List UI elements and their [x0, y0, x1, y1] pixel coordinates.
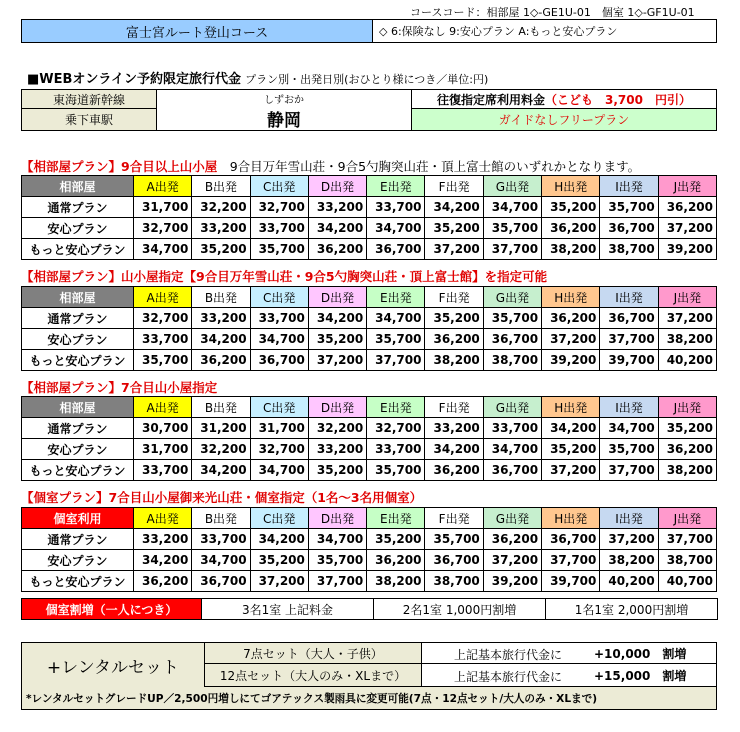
price-cell: 34,700: [250, 329, 308, 350]
price-cell: 36,200: [308, 239, 366, 260]
price-cell: 37,200: [658, 218, 716, 239]
departure-header-c: C出発: [250, 508, 308, 529]
price-cell: 38,700: [483, 350, 541, 371]
price-cell: 34,200: [192, 329, 250, 350]
price-heading-main: ■WEBオンライン予約限定旅行代金: [27, 72, 242, 87]
price-cell: 35,200: [425, 308, 483, 329]
departure-header-g: G出発: [483, 508, 541, 529]
price-cell: 37,200: [600, 529, 658, 550]
price-cell: 36,700: [483, 460, 541, 481]
price-cell: 34,200: [425, 439, 483, 460]
room-type-header: 相部屋: [22, 176, 134, 197]
price-cell: 38,700: [658, 550, 716, 571]
price-cell: 39,200: [542, 350, 600, 371]
table-row: [22, 197, 717, 218]
course-name: 富士宮ルート登山コース: [21, 19, 373, 43]
price-cell: 37,200: [542, 460, 600, 481]
price-cell: 30,700: [134, 418, 192, 439]
price-cell: 35,700: [483, 218, 541, 239]
price-cell: 36,200: [658, 439, 716, 460]
station-name: 静岡: [267, 111, 301, 131]
departure-header-a: A出発: [134, 508, 192, 529]
departure-header-b: B出発: [192, 397, 250, 418]
departure-header-f: F出発: [425, 508, 483, 529]
price-table-4: [21, 507, 717, 592]
price-cell: 36,700: [542, 529, 600, 550]
price-cell: 36,700: [367, 239, 425, 260]
rental-set7: 7点セット（大人・子供）: [204, 642, 422, 664]
price-cell: 34,200: [250, 529, 308, 550]
departure-header-c: C出発: [250, 176, 308, 197]
price-cell: 36,200: [542, 218, 600, 239]
price-cell: 36,200: [542, 308, 600, 329]
price-cell: 34,200: [134, 550, 192, 571]
price-cell: 34,700: [308, 529, 366, 550]
departure-header-e: E出発: [367, 508, 425, 529]
price-cell: 34,200: [308, 218, 366, 239]
price-cell: 31,700: [134, 197, 192, 218]
price-cell: 33,200: [134, 529, 192, 550]
private-surcharge-two: 2名1室 1,000円割増: [374, 599, 546, 620]
departure-header-f: F出発: [425, 397, 483, 418]
departure-header-f: F出発: [425, 287, 483, 308]
departure-header-j: J出発: [658, 397, 716, 418]
private-surcharge-three: 3名1室 上記料金: [202, 599, 374, 620]
table-row: [22, 350, 717, 371]
departure-header-d: D出発: [308, 508, 366, 529]
price-cell: 37,200: [308, 350, 366, 371]
price-cell: 37,700: [367, 350, 425, 371]
departure-header-a: A出発: [134, 287, 192, 308]
departure-header-h: H出発: [542, 397, 600, 418]
departure-header-c: C出発: [250, 287, 308, 308]
plan-name: 通常プラン: [22, 418, 134, 439]
room-type-header: 相部屋: [22, 287, 134, 308]
departure-header-b: B出発: [192, 508, 250, 529]
table-row: [22, 439, 717, 460]
price-cell: 34,200: [192, 460, 250, 481]
price-cell: 35,200: [542, 197, 600, 218]
price-cell: 36,200: [367, 550, 425, 571]
rental-label: +レンタルセット: [46, 657, 180, 678]
price-cell: 35,700: [367, 460, 425, 481]
price-cell: 34,700: [192, 550, 250, 571]
price-cell: 33,700: [250, 308, 308, 329]
departure-header-i: I出発: [600, 397, 658, 418]
price-cell: 36,200: [425, 329, 483, 350]
price-cell: 33,200: [192, 308, 250, 329]
price-cell: 37,200: [658, 308, 716, 329]
rental-set12-add: +15,000 割増: [594, 669, 687, 683]
plan-name: もっと安心プラン: [22, 460, 134, 481]
price-cell: 34,700: [367, 218, 425, 239]
departure-header-j: J出発: [658, 287, 716, 308]
price-cell: 32,700: [134, 308, 192, 329]
price-cell: 31,200: [192, 418, 250, 439]
price-cell: 35,200: [192, 239, 250, 260]
price-cell: 34,700: [483, 439, 541, 460]
course-code: コースコード：相部屋 1◇-GE1U-01 個室 1◇-GF1U-01: [410, 6, 695, 19]
price-cell: 36,200: [425, 460, 483, 481]
departure-header-g: G出発: [483, 176, 541, 197]
departure-header-h: H出発: [542, 287, 600, 308]
price-cell: 38,700: [425, 571, 483, 592]
price-cell: 33,700: [192, 529, 250, 550]
departure-header-g: G出発: [483, 287, 541, 308]
price-cell: 36,700: [192, 571, 250, 592]
departure-header-h: H出発: [542, 176, 600, 197]
price-cell: 36,700: [250, 350, 308, 371]
section-1-note: 9合目万年雪山荘・9合5勺胸突山荘・頂上富士館のいずれかとなります。: [217, 159, 641, 174]
departure-header-i: I出発: [600, 176, 658, 197]
price-cell: 35,700: [308, 550, 366, 571]
price-cell: 35,700: [483, 308, 541, 329]
price-cell: 31,700: [134, 439, 192, 460]
section-1-title-text: 【相部屋プラン】9合目以上山小屋: [21, 159, 218, 174]
price-cell: 37,200: [425, 239, 483, 260]
price-cell: 32,700: [250, 197, 308, 218]
departure-header-j: J出発: [658, 508, 716, 529]
price-cell: 36,200: [483, 529, 541, 550]
price-cell: 35,200: [308, 460, 366, 481]
table-row: [22, 529, 717, 550]
departure-header-b: B出発: [192, 176, 250, 197]
price-cell: 33,700: [134, 329, 192, 350]
price-cell: 33,700: [367, 439, 425, 460]
price-cell: 34,200: [308, 308, 366, 329]
rental-set12: 12点セット（大人のみ・XLまで）: [204, 663, 422, 687]
price-cell: 33,700: [134, 460, 192, 481]
plan-name: 通常プラン: [22, 197, 134, 218]
price-cell: 40,700: [658, 571, 716, 592]
table-row: [22, 329, 717, 350]
price-cell: 32,700: [367, 418, 425, 439]
plan-name: もっと安心プラン: [22, 571, 134, 592]
price-cell: 35,200: [250, 550, 308, 571]
departure-header-f: F出発: [425, 176, 483, 197]
price-cell: 38,200: [425, 350, 483, 371]
price-cell: 34,700: [134, 239, 192, 260]
price-cell: 38,200: [600, 550, 658, 571]
table-row: [22, 571, 717, 592]
table-row: [22, 308, 717, 329]
price-cell: 34,700: [483, 197, 541, 218]
station-ruby: しずおか: [264, 95, 304, 106]
station-label: 乗下車駅: [21, 108, 157, 131]
price-cell: 33,700: [250, 218, 308, 239]
price-cell: 37,700: [658, 529, 716, 550]
price-cell: 33,200: [308, 197, 366, 218]
departure-header-g: G出発: [483, 397, 541, 418]
price-cell: 35,700: [425, 529, 483, 550]
table-row: [22, 418, 717, 439]
price-cell: 33,700: [367, 197, 425, 218]
fare-cell: [411, 89, 717, 109]
price-cell: 37,200: [250, 571, 308, 592]
price-cell: 34,200: [425, 197, 483, 218]
table-row: [22, 218, 717, 239]
price-cell: 36,200: [134, 571, 192, 592]
guide-plan: ガイドなしフリープラン: [411, 108, 717, 131]
price-cell: 35,200: [308, 329, 366, 350]
departure-header-c: C出発: [250, 397, 308, 418]
plan-name: もっと安心プラン: [22, 239, 134, 260]
price-cell: 37,700: [600, 329, 658, 350]
rental-set12-price-cell: [421, 663, 717, 687]
price-cell: 36,700: [483, 329, 541, 350]
plan-name: 安心プラン: [22, 329, 134, 350]
price-cell: 36,700: [600, 218, 658, 239]
price-cell: 35,200: [367, 529, 425, 550]
price-cell: 33,200: [192, 218, 250, 239]
price-cell: 39,200: [658, 239, 716, 260]
fare-child: （こども 3,700 円引）: [545, 92, 691, 107]
rental-set7-price-cell: [421, 642, 717, 664]
price-cell: 40,200: [600, 571, 658, 592]
price-cell: 37,700: [308, 571, 366, 592]
room-type-header: 個室利用: [22, 508, 134, 529]
table-row: [22, 239, 717, 260]
course-legend: ◇ 6:保険なし 9:安心プラン A:もっと安心プラン: [372, 19, 717, 43]
plan-name: 通常プラン: [22, 308, 134, 329]
section-2-title: 【相部屋プラン】山小屋指定【9合目万年雪山荘・9合5勺胸突山荘・頂上富士館】を指定可能: [21, 269, 548, 284]
price-cell: 34,700: [250, 460, 308, 481]
price-cell: 35,700: [250, 239, 308, 260]
room-type-header: 相部屋: [22, 397, 134, 418]
plan-name: 安心プラン: [22, 439, 134, 460]
plan-name: もっと安心プラン: [22, 350, 134, 371]
section-4-title: 【個室プラン】7合目山小屋御来光山荘・個室指定（1名～3名用個室）: [21, 490, 423, 505]
price-cell: 39,200: [483, 571, 541, 592]
price-cell: 32,200: [308, 418, 366, 439]
price-table-2: [21, 286, 717, 371]
rental-set7-add: +10,000 割増: [594, 647, 687, 661]
price-cell: 33,700: [483, 418, 541, 439]
departure-header-a: A出発: [134, 397, 192, 418]
private-surcharge-table: [21, 598, 718, 620]
departure-header-d: D出発: [308, 287, 366, 308]
price-cell: 40,200: [658, 350, 716, 371]
departure-header-e: E出発: [367, 176, 425, 197]
price-cell: 31,700: [250, 418, 308, 439]
price-cell: 33,200: [425, 418, 483, 439]
price-cell: 39,700: [542, 571, 600, 592]
departure-header-i: I出発: [600, 287, 658, 308]
price-cell: 37,700: [483, 239, 541, 260]
departure-header-d: D出発: [308, 176, 366, 197]
train-line: 東海道新幹線: [21, 89, 157, 109]
price-cell: 35,200: [658, 418, 716, 439]
price-table-3: [21, 396, 717, 481]
price-cell: 35,200: [425, 218, 483, 239]
price-cell: 36,700: [600, 308, 658, 329]
rental-set7-base: 上記基本旅行代金に: [454, 648, 563, 662]
price-cell: 32,200: [192, 439, 250, 460]
price-cell: 38,200: [542, 239, 600, 260]
departure-header-a: A出発: [134, 176, 192, 197]
price-cell: 37,700: [600, 460, 658, 481]
price-cell: 32,700: [134, 218, 192, 239]
price-cell: 36,200: [192, 350, 250, 371]
price-cell: 37,700: [542, 550, 600, 571]
plan-name: 安心プラン: [22, 550, 134, 571]
table-row: [22, 550, 717, 571]
price-cell: 37,200: [542, 329, 600, 350]
station-cell: [156, 89, 412, 131]
departure-header-d: D出発: [308, 397, 366, 418]
price-cell: 35,200: [542, 439, 600, 460]
price-cell: 32,200: [192, 197, 250, 218]
private-surcharge-label: 個室割増（一人につき）: [22, 599, 202, 620]
departure-header-j: J出発: [658, 176, 716, 197]
price-cell: 34,700: [367, 308, 425, 329]
price-cell: 34,200: [542, 418, 600, 439]
price-cell: 33,200: [308, 439, 366, 460]
price-cell: 38,200: [367, 571, 425, 592]
departure-header-i: I出発: [600, 508, 658, 529]
table-row: [22, 460, 717, 481]
plan-name: 安心プラン: [22, 218, 134, 239]
section-1-title: [21, 157, 640, 175]
price-cell: 38,200: [658, 329, 716, 350]
price-cell: 34,700: [600, 418, 658, 439]
rental-set12-base: 上記基本旅行代金に: [454, 670, 563, 684]
price-heading: [27, 68, 488, 87]
plan-name: 通常プラン: [22, 529, 134, 550]
price-cell: 38,200: [658, 460, 716, 481]
departure-header-e: E出発: [367, 397, 425, 418]
price-table-1: [21, 175, 717, 260]
price-cell: 39,700: [600, 350, 658, 371]
fare-label: 往復指定席利用料金: [437, 92, 546, 107]
private-surcharge-one: 1名1室 2,000円割増: [546, 599, 718, 620]
price-cell: 38,700: [600, 239, 658, 260]
price-cell: 36,700: [425, 550, 483, 571]
rental-footnote: *レンタルセットグレードUP／2,500円増しにてゴアテックス製雨具に変更可能(7点・12点セット/大人のみ・XLまで): [26, 693, 598, 705]
departure-header-h: H出発: [542, 508, 600, 529]
price-cell: 35,700: [367, 329, 425, 350]
departure-header-e: E出発: [367, 287, 425, 308]
section-3-title: 【相部屋プラン】7合目山小屋指定: [21, 380, 218, 395]
price-cell: 35,700: [600, 197, 658, 218]
price-heading-sub: プラン別・出発日別(おひとり様につき／単位:円): [245, 73, 489, 86]
price-cell: 35,700: [134, 350, 192, 371]
price-cell: 32,700: [250, 439, 308, 460]
departure-header-b: B出発: [192, 287, 250, 308]
price-cell: 36,200: [658, 197, 716, 218]
price-cell: 35,700: [600, 439, 658, 460]
price-cell: 37,200: [483, 550, 541, 571]
